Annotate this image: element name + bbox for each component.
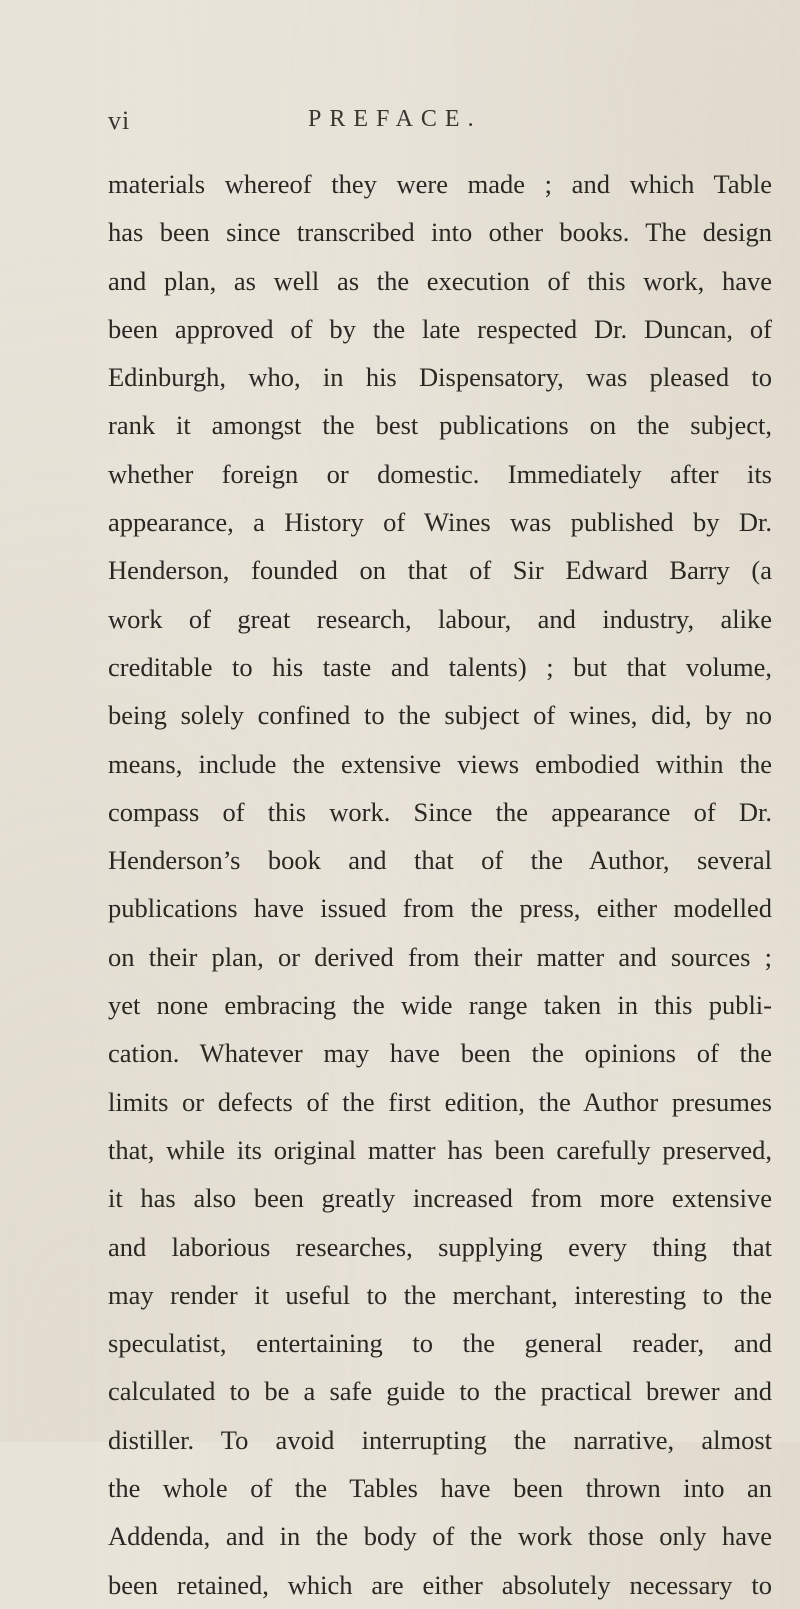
text-line: publications have issued from the press, either modelled — [108, 893, 772, 924]
text-line: may render it useful to the merchant, interesting to the — [108, 1279, 772, 1310]
text-line: whether foreign or domestic. Immediately after its — [108, 458, 772, 489]
text-line: calculated to be a safe guide to the practical brewer and — [108, 1376, 772, 1407]
text-line: the whole of the Tables have been thrown into an — [108, 1473, 772, 1504]
text-line: being solely confined to the subject of wines, did, by no — [108, 700, 772, 731]
running-head — [108, 106, 708, 140]
text-line: it has also been greatly increased from more extensive — [108, 1183, 772, 1214]
text-line: rank it amongst the best publications on the subject, — [108, 410, 772, 441]
text-line: on their plan, or derived from their matter and sources ; — [108, 941, 772, 972]
text-line: Henderson, founded on that of Sir Edward Barry (a — [108, 555, 772, 586]
text-line: means, include the extensive views embodied within the — [108, 748, 772, 779]
text-line: distiller. To avoid interrupting the narrative, almost — [108, 1424, 772, 1455]
text-line: been retained, which are either absolutely necessary to — [108, 1569, 772, 1600]
text-line: work of great research, labour, and industry, alike — [108, 603, 772, 634]
text-line: yet none embracing the wide range taken in this publi- — [108, 990, 772, 1021]
text-line: speculatist, entertaining to the general reader, and — [108, 1328, 772, 1359]
text-line: and plan, as well as the execution of this work, have — [108, 265, 772, 296]
text-line: cation. Whatever may have been the opinions of the — [108, 1038, 772, 1069]
text-line: compass of this work. Since the appearance of Dr. — [108, 796, 772, 827]
text-line: appearance, a History of Wines was published by Dr. — [108, 507, 772, 538]
text-line: creditable to his taste and talents) ; but that volume, — [108, 651, 772, 682]
text-line: limits or defects of the first edition, the Author presumes — [108, 1086, 772, 1117]
text-line: Addenda, and in the body of the work those only have — [108, 1521, 772, 1552]
body-text — [108, 160, 772, 1609]
running-title: PREFACE. — [308, 106, 482, 132]
text-line: been approved of by the late respected Dr. Duncan, of — [108, 313, 772, 344]
text-line: Edinburgh, who, in his Dispensatory, was pleased to — [108, 362, 772, 393]
text-line: that, while its original matter has been carefully preserved, — [108, 1134, 772, 1165]
text-line: Henderson’s book and that of the Author, several — [108, 845, 772, 876]
text-line: and laborious researches, supplying every thing that — [108, 1231, 772, 1262]
page-number: vi — [108, 106, 131, 135]
text-line: has been since transcribed into other books. The design — [108, 217, 772, 248]
text-line: materials whereof they were made ; and which Table — [108, 169, 772, 199]
